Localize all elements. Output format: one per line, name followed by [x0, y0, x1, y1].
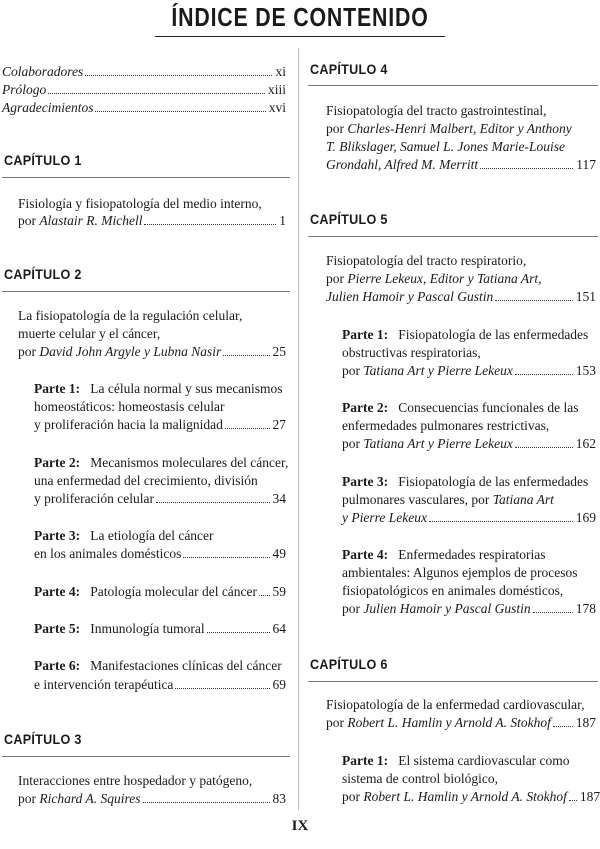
toc-entry[interactable]: Parte 4: Patología molecular del cáncer 59	[34, 584, 286, 599]
part-entry: Parte 1: Fisiopatología de las enfermedades	[342, 327, 589, 342]
toc-entry[interactable]: por Julien Hamoir y Pascal Gustin 178	[342, 601, 596, 616]
chapter-rule	[2, 756, 290, 757]
part-entry: Parte 4: Enfermedades respiratorias	[342, 547, 546, 562]
entry-line: por Charles-Henri Malbert, Editor y Anthony	[326, 121, 572, 136]
toc-entry[interactable]: por Robert L. Hamlin y Arnold A. Stokhof 187	[342, 789, 600, 804]
toc-entry-front[interactable]: Agradecimientos xvi	[2, 100, 286, 115]
entry-title: Fisiopatología del tracto respiratorio,	[326, 253, 527, 268]
chapter-heading: CAPÍTULO 4	[310, 61, 388, 77]
chapter-heading: CAPÍTULO 3	[4, 731, 82, 747]
part-line: ambientales: Algunos ejemplos de procesos	[342, 565, 578, 580]
toc-entry[interactable]: Julien Hamoir y Pascal Gustin 151	[326, 289, 596, 304]
part-line: pulmonares vasculares, por Tatiana Art	[342, 492, 554, 507]
toc-entry[interactable]: por Robert L. Hamlin y Arnold A. Stokhof 187	[326, 715, 596, 730]
chapter-rule	[2, 177, 290, 178]
toc-entry[interactable]: por Alastair R. Michell 1	[18, 213, 286, 228]
chapter-rule	[2, 291, 290, 292]
toc-entry[interactable]: por Tatiana Art y Pierre Lekeux 153	[342, 363, 596, 378]
entry-title: Interacciones entre hospedador y patógeno,	[18, 773, 253, 788]
entry-title: muerte celular y el cáncer,	[18, 326, 161, 341]
entry-title: Fisiopatología del tracto gastrointestinal,	[326, 103, 547, 118]
chapter-rule	[308, 236, 598, 237]
part-entry: Parte 2: Consecuencias funcionales de las	[342, 400, 579, 415]
chapter-heading: CAPÍTULO 6	[310, 656, 388, 672]
chapter-heading: CAPÍTULO 2	[4, 266, 82, 282]
part-entry: Parte 3: Fisiopatología de las enfermedades	[342, 474, 589, 489]
entry-line: T. Blikslager, Samuel L. Jones Marie-Louise	[326, 139, 565, 154]
part-line: sistema de control biológico,	[342, 771, 498, 786]
entry-title: La fisiopatología de la regulación celular,	[18, 308, 243, 323]
part-entry: Parte 3: La etiología del cáncer	[34, 528, 214, 543]
toc-entry[interactable]: en los animales domésticos 49	[34, 546, 286, 561]
toc-entry[interactable]: y proliferación celular 34	[34, 491, 286, 506]
toc-entry[interactable]: y proliferación hacia la malignidad 27	[34, 417, 286, 432]
chapter-rule	[308, 681, 598, 682]
title-underline	[155, 36, 445, 37]
page-title: ÍNDICE DE CONTENIDO	[171, 2, 429, 32]
toc-entry[interactable]: y Pierre Lekeux 169	[342, 510, 596, 525]
part-entry: Parte 1: El sistema cardiovascular como	[342, 753, 570, 768]
page-number: IX	[291, 818, 309, 834]
part-entry: Parte 2: Mecanismos moleculares del cáncer,	[34, 455, 289, 470]
toc-entry[interactable]: Parte 5: Inmunología tumoral 64	[34, 621, 286, 636]
part-line: obstructivas respiratorias,	[342, 345, 481, 360]
toc-entry[interactable]: por Tatiana Art y Pierre Lekeux 162	[342, 436, 596, 451]
part-line: enfermedades pulmonares restrictivas,	[342, 418, 550, 433]
entry-title: Fisiopatología de la enfermedad cardiovascular,	[326, 697, 585, 712]
part-line: fisiopatológicos en animales domésticos,	[342, 583, 564, 598]
part-entry: Parte 6: Manifestaciones clínicas del cáncer	[34, 658, 282, 673]
part-entry: Parte 1: La célula normal y sus mecanismos	[34, 381, 283, 396]
column-divider	[298, 48, 299, 810]
part-line: una enfermedad del crecimiento, división	[34, 473, 258, 488]
toc-entry-front[interactable]: Colaboradores xi	[2, 64, 286, 79]
toc-entry[interactable]: Grondahl, Alfred M. Merritt 117	[326, 157, 596, 172]
entry-title: Fisiología y fisiopatología del medio interno,	[18, 196, 262, 211]
entry-line: por Pierre Lekeux, Editor y Tatiana Art,	[326, 271, 542, 286]
toc-entry-front[interactable]: Prólogo xiii	[2, 82, 286, 97]
toc-entry[interactable]: por Richard A. Squires 83	[18, 791, 286, 806]
part-line: homeostáticos: homeostasis celular	[34, 399, 225, 414]
toc-entry[interactable]: por David John Argyle y Lubna Nasir 25	[18, 344, 286, 359]
toc-entry[interactable]: e intervención terapéutica 69	[34, 677, 286, 692]
chapter-heading: CAPÍTULO 1	[4, 152, 82, 168]
chapter-rule	[308, 85, 598, 86]
chapter-heading: CAPÍTULO 5	[310, 211, 388, 227]
